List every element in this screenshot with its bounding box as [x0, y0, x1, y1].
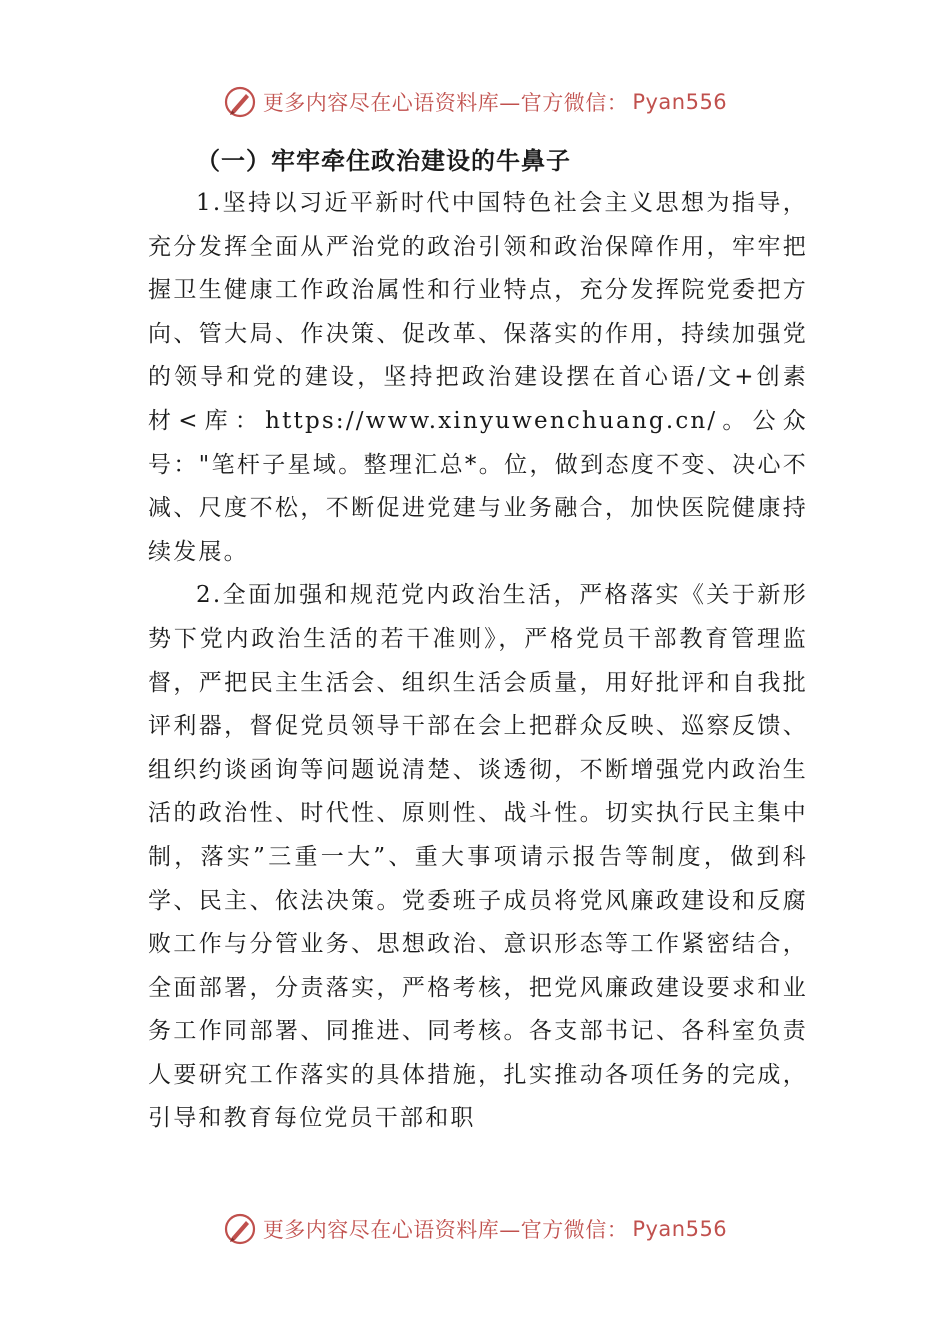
- header-banner: [0, 82, 950, 122]
- paragraph-1: 1.坚持以习近平新时代中国特色社会主义思想为指导，充分发挥全面从严治党的政治引领和政治保障作用，牢牢把握卫生健康工作政治属性和行业特点，充分发挥院党委把方向、管大局、作决策、促改革、保落实的作用，持续加强党的领导和党的建设，坚持把政治建设摆在首心语/文+创素材<库：https://www.xinyuwenchuang.cn/。公众号："笔杆子星域。整理汇总*。位，做到态度不变、决心不减、尺度不松，不断促进党建与业务融合，加快医院健康持续发展。: [148, 190, 808, 565]
- banner-text: 更多内容尽在心语资料库—官方微信：: [262, 91, 629, 115]
- paragraph-2: 2.全面加强和规范党内政治生活，严格落实《关于新形势下党内政治生活的若干准则》，严格党员干部教育管理监督，严把民主生活会、组织生活会质量，用好批评和自我批评利器，督促党员领导干部在会上把群众反映、巡察反馈、组织约谈函询等问题说清楚、谈透彻，不断增强党内政治生活的政治性、时代性、原则性、战斗性。切实执行民主集中制，落实”三重一大”、重大事项请示报告等制度，做到科学、民主、依法决策。党委班子成员将党风廉政建设和反腐败工作与分管业务、思想政治、意识形态等工作紧密结合，全面部署，分责落实，严格考核，把党风廉政建设要求和业务工作同部署、同推进、同考核。各支部书记、各科室负责人要研究工作落实的具体措施，扎实推动各项任务的完成，引导和教育每位党员干部和职: [148, 582, 808, 1132]
- footer-banner: [0, 1209, 950, 1249]
- pen-logo-icon: [223, 85, 257, 119]
- section-heading: （一）牢牢牵住政治建设的牛鼻子: [196, 147, 571, 175]
- document-body: [148, 140, 808, 1141]
- wechat-id: Pyan556: [632, 1217, 728, 1241]
- pen-logo-icon: [223, 1212, 257, 1246]
- banner-text: 更多内容尽在心语资料库—官方微信：: [262, 1218, 629, 1242]
- wechat-id: Pyan556: [632, 90, 728, 114]
